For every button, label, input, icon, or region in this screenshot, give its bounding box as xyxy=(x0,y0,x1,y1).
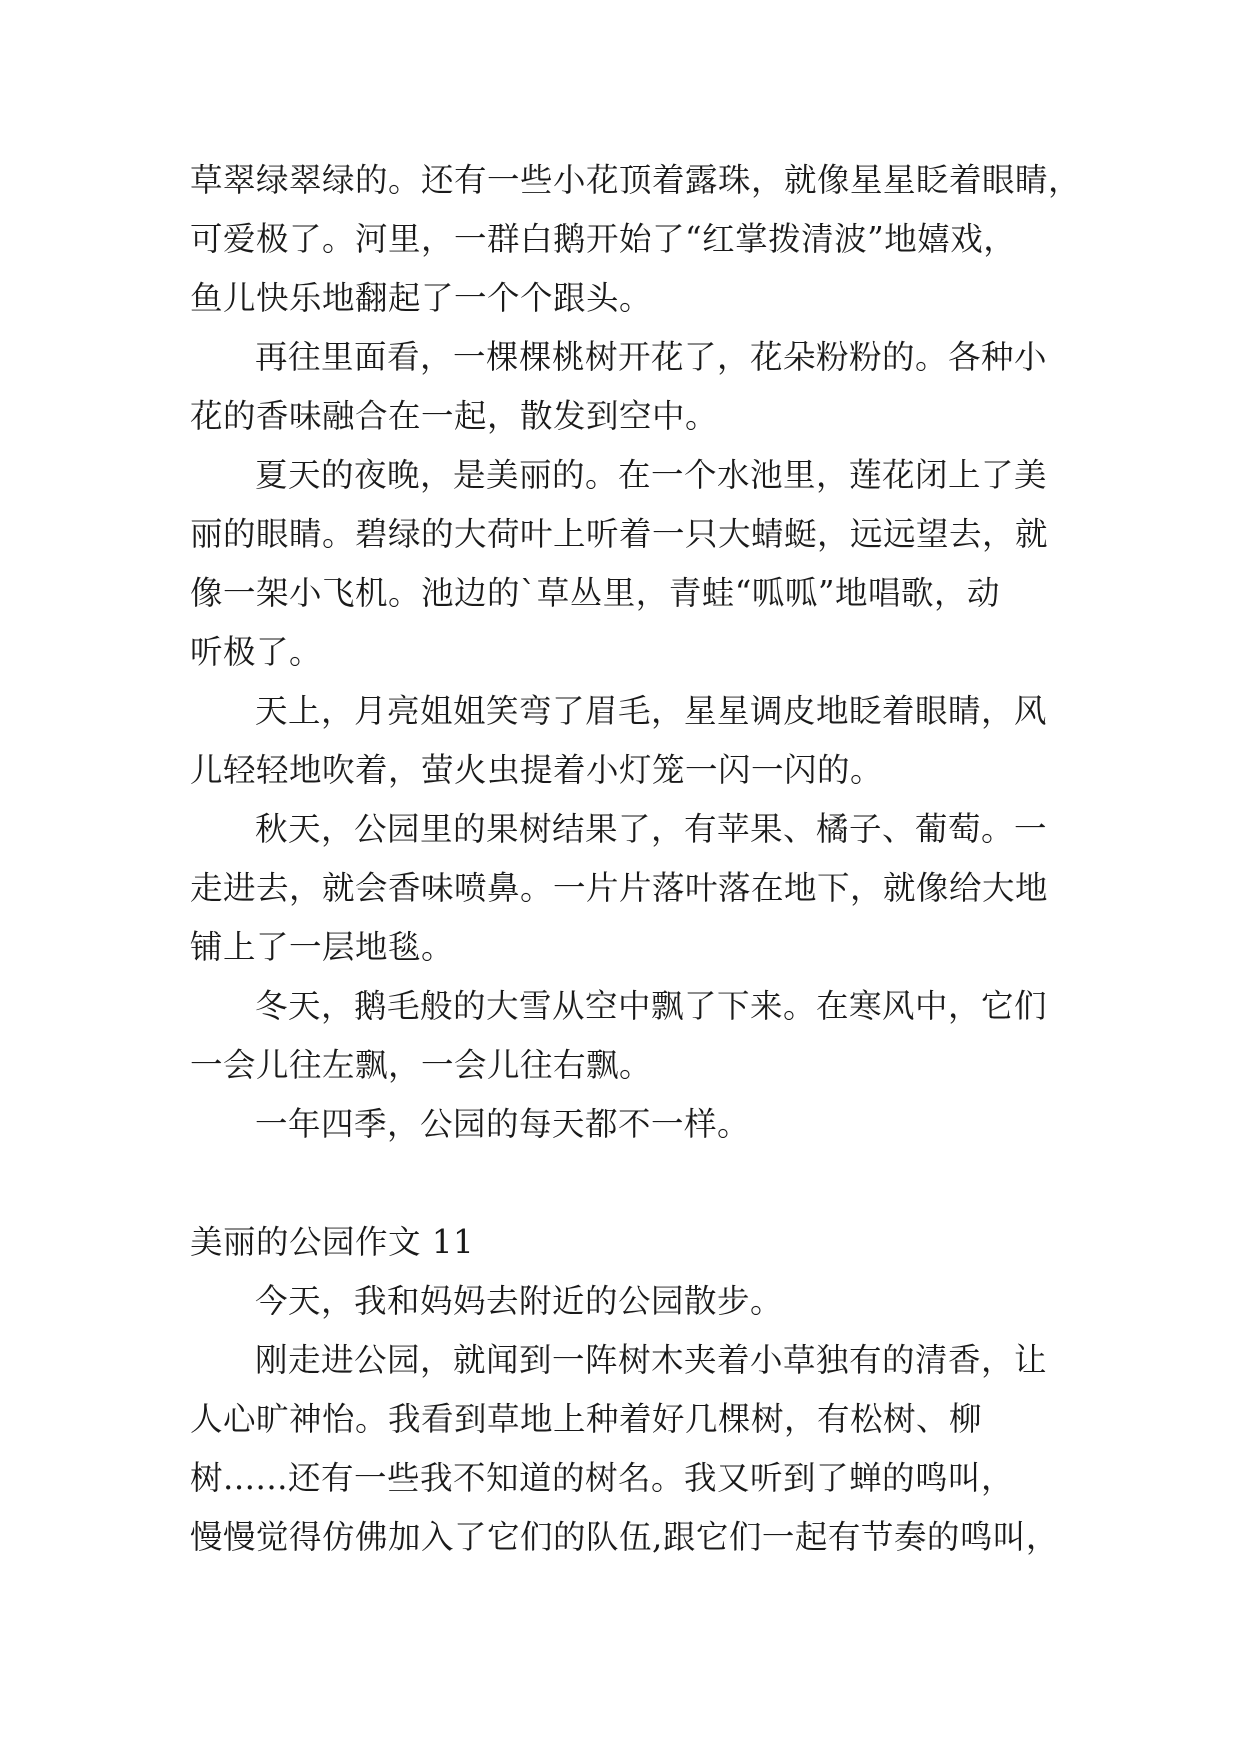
text-line: 鱼儿快乐地翻起了一个个跟头。 xyxy=(190,279,653,317)
text-line: 像一架小飞机。池边的`草丛里，青蛙“呱呱”地唱歌，动 xyxy=(190,574,1000,612)
text-line: 花的香味融合在一起，散发到空中。 xyxy=(190,397,719,435)
text-line: 丽的眼睛。碧绿的大荷叶上听着一只大蜻蜓，远远望去，就 xyxy=(190,515,1049,553)
paragraph-start-line: 刚走进公园，就闻到一阵树木夹着小草独有的清香，让 xyxy=(255,1341,1048,1379)
text-line: 一会儿往左飘，一会儿往右飘。 xyxy=(190,1046,653,1084)
paragraph-start-line: 夏天的夜晚，是美丽的。在一个水池里，莲花闭上了美 xyxy=(255,456,1048,494)
text-line: 走进去，就会香味喷鼻。一片片落叶落在地下，就像给大地 xyxy=(190,869,1049,907)
paragraph-start-line: 今天，我和妈妈去附近的公园散步。 xyxy=(255,1282,784,1320)
text-line: 儿轻轻地吹着，萤火虫提着小灯笼一闪一闪的。 xyxy=(190,751,884,789)
section-title: 美丽的公园作文 11 xyxy=(190,1223,475,1261)
section-gap xyxy=(190,1154,1060,1213)
text-line: 树......还有一些我不知道的树名。我又听到了蝉的鸣叫， xyxy=(190,1459,1014,1497)
paragraph-start-line: 冬天，鹅毛般的大雪从空中飘了下来。在寒风中，它们 xyxy=(255,987,1048,1025)
paragraph-start-line: 秋天，公园里的果树结果了，有苹果、橘子、葡萄。一 xyxy=(255,810,1048,848)
text-line: 可爱极了。河里，一群白鹅开始了“红掌拨清波”地嬉戏， xyxy=(190,220,1017,258)
text-line: 听极了。 xyxy=(190,633,323,671)
text-line: 人心旷神怡。我看到草地上种着好几棵树，有松树、柳 xyxy=(190,1400,983,1438)
paragraph-start-line: 天上，月亮姐姐笑弯了眉毛，星星调皮地眨着眼睛，风 xyxy=(255,692,1048,730)
text-line: 慢慢觉得仿佛加入了它们的队伍,跟它们一起有节奏的鸣叫， xyxy=(190,1518,1059,1556)
text-line: 铺上了一层地毯。 xyxy=(190,928,455,966)
text-line: 草翠绿翠绿的。还有一些小花顶着露珠，就像星星眨着眼睛， xyxy=(190,161,1082,199)
document-body xyxy=(190,151,1082,1567)
paragraph-start-line: 再往里面看，一棵棵桃树开花了，花朵粉粉的。各种小 xyxy=(255,338,1048,376)
paragraph-start-line: 一年四季，公园的每天都不一样。 xyxy=(255,1105,751,1143)
